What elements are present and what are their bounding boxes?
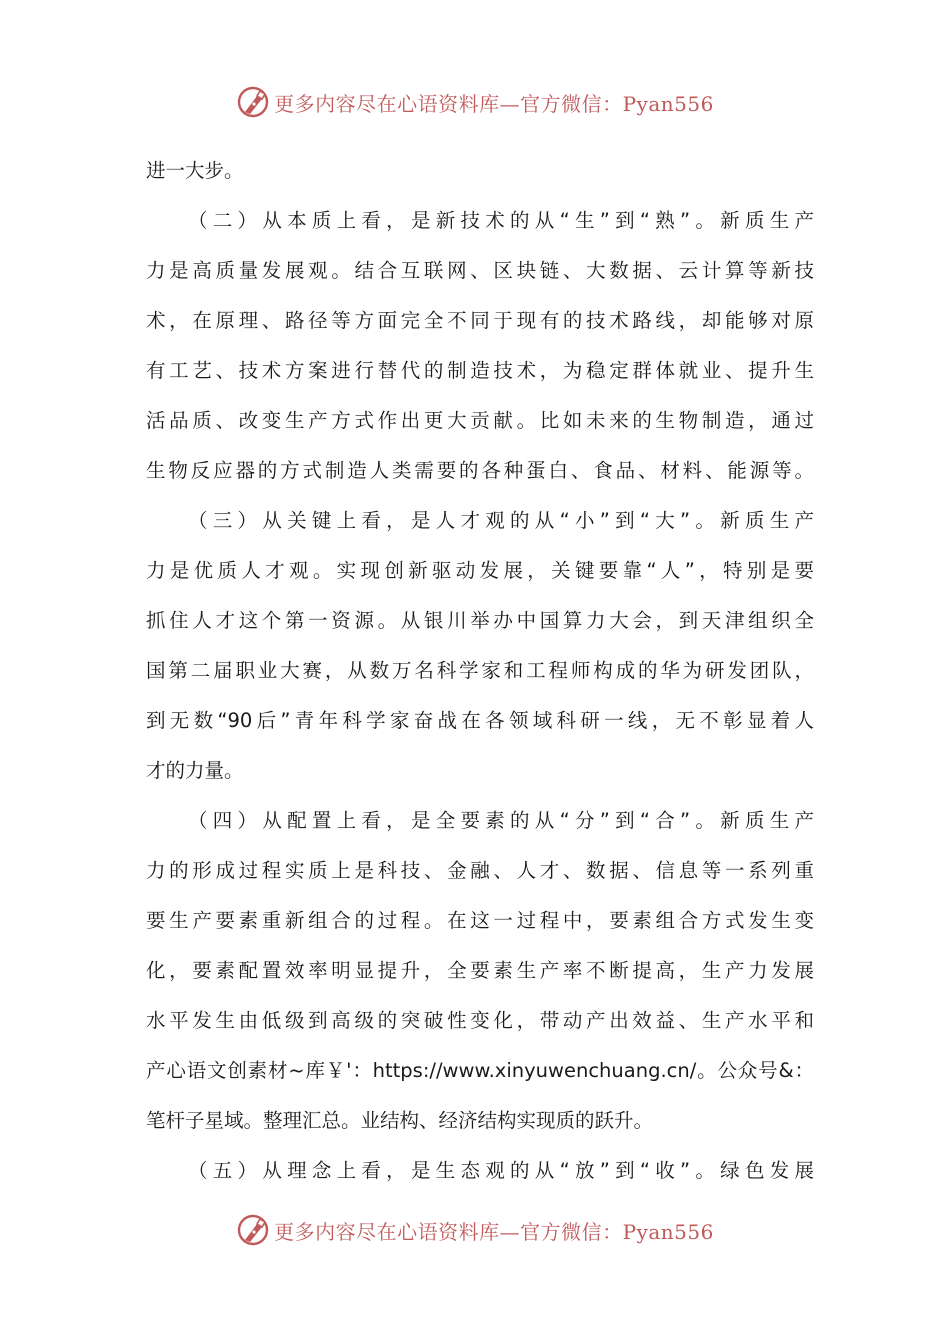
text-line: 要生产要素重新组合的过程。在这一过程中，要素组合方式发生变 xyxy=(146,909,814,932)
text-line: （四）从配置上看，是全要素的从“分”到“合”。新质生产 xyxy=(188,809,814,832)
text-line: 活品质、改变生产方式作出更大贡献。比如未来的生物制造，通过 xyxy=(146,409,814,432)
footer-banner-text: 更多内容尽在心语资料库—官方微信：Pyan556 xyxy=(274,1219,714,1244)
text-line: 国第二届职业大赛，从数万名科学家和工程师构成的华为研发团队， xyxy=(146,659,814,682)
header-banner xyxy=(0,82,950,122)
text-line: 有工艺、技术方案进行替代的制造技术，为稳定群体就业、提升生 xyxy=(146,359,814,382)
text-line: 笔杆子星域。整理汇总。业结构、经济结构实现质的跃升。 xyxy=(146,1109,654,1132)
text-line: 水平发生由低级到高级的突破性变化，带动产出效益、生产水平和 xyxy=(146,1009,814,1032)
text-line: （五）从理念上看，是生态观的从“放”到“收”。绿色发展 xyxy=(188,1159,814,1182)
text-line: 进一大步。 xyxy=(146,159,244,182)
text-line: 化，要素配置效率明显提升，全要素生产率不断提高，生产力发展 xyxy=(146,959,814,982)
document-body xyxy=(146,146,814,1196)
text-line: （二）从本质上看，是新技术的从“生”到“熟”。新质生产 xyxy=(188,209,814,232)
text-line: 产心语文创素材~库￥'：https://www.xinyuwenchuang.cn/。公众号&： xyxy=(146,1059,814,1082)
text-line: 生物反应器的方式制造人类需要的各种蛋白、食品、材料、能源等。 xyxy=(146,459,814,482)
text-line: 抓住人才这个第一资源。从银川举办中国算力大会，到天津组织全 xyxy=(146,609,814,632)
text-line: 力是高质量发展观。结合互联网、区块链、大数据、云计算等新技 xyxy=(146,259,814,282)
text-line: 到无数“90后”青年科学家奋战在各领域科研一线，无不彰显着人 xyxy=(146,709,814,732)
header-banner-text: 更多内容尽在心语资料库—官方微信：Pyan556 xyxy=(274,91,714,116)
text-line: （三）从关键上看，是人才观的从“小”到“大”。新质生产 xyxy=(188,509,814,532)
text-line: 术，在原理、路径等方面完全不同于现有的技术路线，却能够对原 xyxy=(146,309,814,332)
text-line: 才的力量。 xyxy=(146,759,244,782)
text-line: 力是优质人才观。实现创新驱动发展，关键要靠“人”，特别是要 xyxy=(146,559,814,582)
pen-nib-logo-icon xyxy=(236,1213,270,1247)
pen-nib-logo-icon xyxy=(236,85,270,119)
text-line: 力的形成过程实质上是科技、金融、人才、数据、信息等一系列重 xyxy=(146,859,814,882)
footer-banner xyxy=(0,1210,950,1250)
